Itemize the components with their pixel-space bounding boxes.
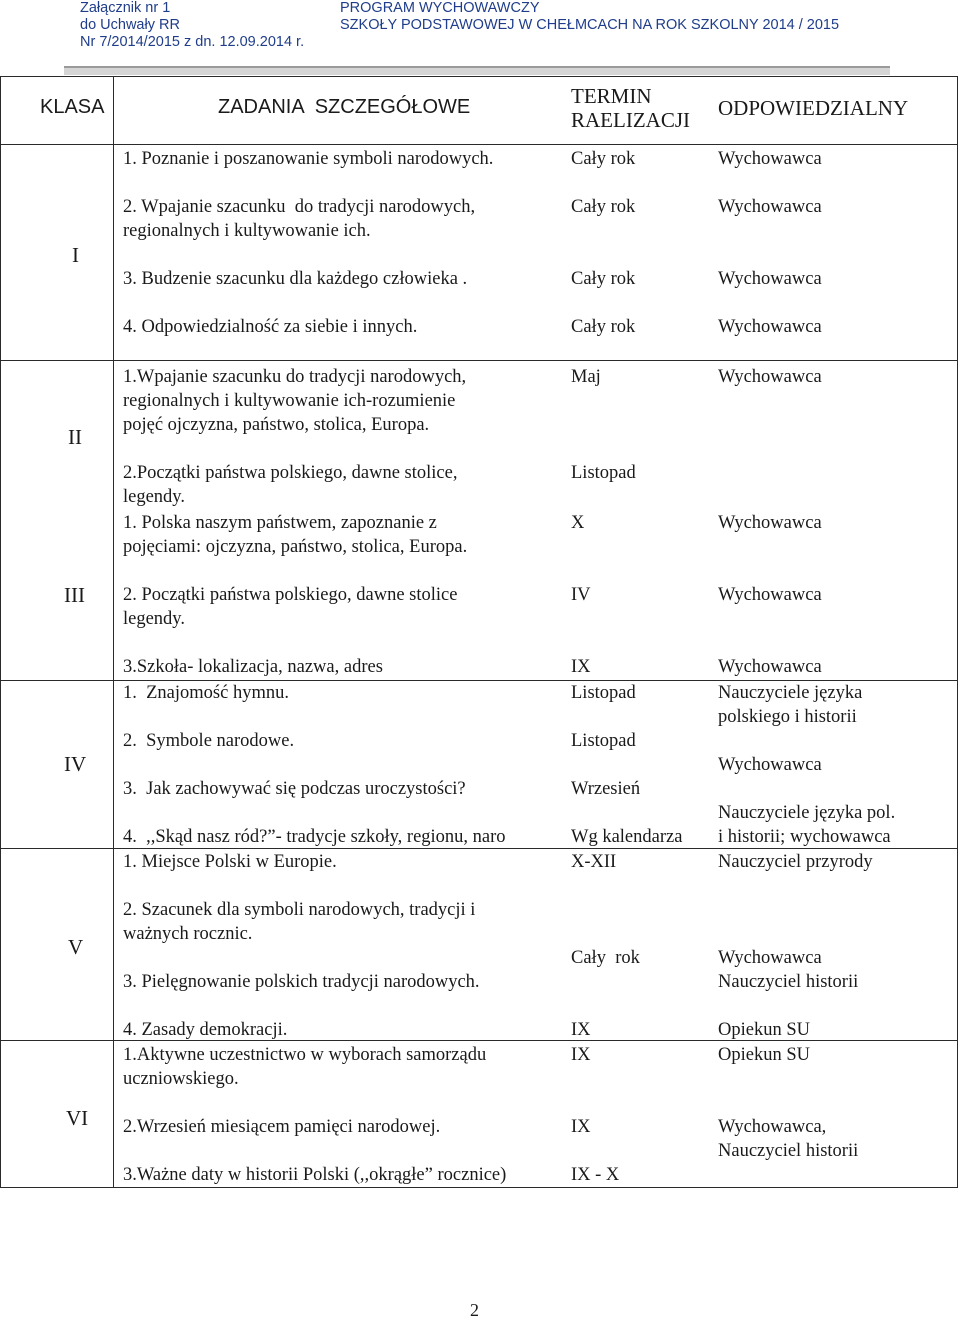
table-border-right — [957, 76, 958, 1188]
column-header-klasa: KLASA — [40, 96, 105, 118]
task-item: legendy. — [123, 609, 185, 629]
term-value: Cały rok — [571, 317, 636, 337]
row-divider — [0, 360, 958, 361]
annex-reference — [80, 0, 304, 51]
class-label: V — [68, 935, 84, 959]
term-value: IV — [571, 585, 591, 605]
responsible-value: Nauczyciele języka pol. — [718, 803, 896, 823]
responsible-value: Wychowawca — [718, 657, 822, 677]
term-value: Cały rok — [571, 948, 640, 968]
task-item: 2. Wpajanie szacunku do tradycji narodowych, — [123, 197, 476, 217]
task-item: 3. Jak zachowywać się podczas uroczystości? — [123, 779, 466, 799]
task-item: 4. Odpowiedzialność za siebie i innych. — [123, 317, 418, 337]
table-border-top — [0, 76, 958, 77]
term-value: IX - X — [571, 1165, 620, 1185]
task-item: legendy. — [123, 487, 185, 507]
task-item: 2. Początki państwa polskiego, dawne stolice — [123, 585, 458, 605]
class-label: VI — [66, 1106, 89, 1130]
term-value: X-XII — [571, 852, 617, 872]
column-header-responsible: ODPOWIEDZIALNY — [718, 96, 909, 120]
term-value: IX — [571, 1020, 591, 1040]
column-header-term-line2: RAELIZACJI — [571, 108, 690, 132]
annex-line: do Uchwały RR — [80, 17, 180, 33]
term-value: Listopad — [571, 463, 636, 483]
term-value: Listopad — [571, 731, 636, 751]
task-item: 1. Znajomość hymnu. — [123, 683, 289, 703]
responsible-value: i historii; wychowawca — [718, 827, 891, 847]
responsible-value: Nauczyciel przyrody — [718, 852, 873, 872]
term-value: Cały rok — [571, 149, 636, 169]
responsible-value: Wychowawca, — [718, 1117, 827, 1137]
task-item: regionalnych i kultywowanie ich-rozumienie — [123, 391, 456, 411]
table-border-left — [0, 76, 1, 1188]
responsible-value: polskiego i historii — [718, 707, 857, 727]
annex-line: Nr 7/2014/2015 z dn. 12.09.2014 r. — [80, 34, 305, 50]
class-label: IV — [64, 752, 87, 776]
program-title — [340, 0, 839, 34]
task-item: 2. Symbole narodowe. — [123, 731, 295, 751]
class-label: III — [64, 583, 85, 607]
task-item: 3. Budzenie szacunku dla każdego człowieka . — [123, 269, 468, 289]
task-item: 1.Wpajanie szacunku do tradycji narodowych, — [123, 367, 467, 387]
task-item: 2.Początki państwa polskiego, dawne stolice, — [123, 463, 458, 483]
task-item: 3.Ważne daty w historii Polski (,,okrągłe” rocznice) — [123, 1165, 507, 1185]
annex-line: Załącznik nr 1 — [80, 0, 171, 16]
task-item: regionalnych i kultywowanie ich. — [123, 221, 371, 241]
column-header-tasks: ZADANIA SZCZEGÓŁOWE — [218, 96, 471, 118]
responsible-value: Wychowawca — [718, 149, 822, 169]
table-border-bottom — [0, 1187, 958, 1188]
term-value: IX — [571, 657, 591, 677]
task-item: 2.Wrzesień miesiącem pamięci narodowej. — [123, 1117, 441, 1137]
task-item: uczniowskiego. — [123, 1069, 239, 1089]
responsible-value: Opiekun SU — [718, 1045, 810, 1065]
task-item: pojęć ojczyzna, państwo, stolica, Europa. — [123, 415, 430, 435]
term-value: Cały rok — [571, 197, 636, 217]
responsible-value: Nauczyciel historii — [718, 972, 859, 992]
task-item: 1.Aktywne uczestnictwo w wyborach samorządu — [123, 1045, 487, 1065]
responsible-value: Wychowawca — [718, 197, 822, 217]
term-value: Wrzesień — [571, 779, 641, 799]
program-title-line1: PROGRAM WYCHOWAWCZY — [340, 0, 540, 16]
task-item: 4. Zasady demokracji. — [123, 1020, 288, 1040]
responsible-value: Wychowawca — [718, 948, 822, 968]
responsible-value: Wychowawca — [718, 269, 822, 289]
responsible-value: Wychowawca — [718, 317, 822, 337]
responsible-value: Nauczyciel historii — [718, 1141, 859, 1161]
task-item: ważnych rocznic. — [123, 924, 253, 944]
term-value: Listopad — [571, 683, 636, 703]
responsible-value: Opiekun SU — [718, 1020, 810, 1040]
term-value: X — [571, 513, 585, 533]
class-label: II — [68, 425, 82, 449]
task-item: 4. ,,Skąd nasz ród?”- tradycje szkoły, regionu, naro — [123, 827, 506, 847]
term-value: Maj — [571, 367, 601, 387]
task-item: 1. Poznanie i poszanowanie symboli narodowych. — [123, 149, 494, 169]
task-item: pojęciami: ojczyzna, państwo, stolica, Europa. — [123, 537, 468, 557]
program-title-line2: SZKOŁY PODSTAWOWEJ W CHEŁMCACH NA ROK SZKOLNY 2014 / 2015 — [340, 17, 840, 33]
task-item: 1. Polska naszym państwem, zapoznanie z — [123, 513, 437, 533]
header-divider-edge — [64, 66, 890, 68]
term-value: IX — [571, 1117, 591, 1137]
task-item: 2. Szacunek dla symboli narodowych, tradycji i — [123, 900, 476, 920]
task-item: 3.Szkoła- lokalizacja, nazwa, adres — [123, 657, 383, 677]
column-header-term-line1: TERMIN — [571, 84, 652, 108]
column-divider — [113, 76, 114, 1188]
page-number: 2 — [470, 1300, 479, 1320]
term-value: Wg kalendarza — [571, 827, 683, 847]
task-item: 3. Pielęgnowanie polskich tradycji narodowych. — [123, 972, 480, 992]
class-label: I — [72, 243, 79, 267]
header-row-divider — [0, 144, 958, 145]
document-header — [0, 0, 960, 60]
responsible-value: Wychowawca — [718, 513, 822, 533]
responsible-value: Wychowawca — [718, 755, 822, 775]
responsible-value: Wychowawca — [718, 585, 822, 605]
term-value: Cały rok — [571, 269, 636, 289]
term-value: IX — [571, 1045, 591, 1065]
responsible-value: Wychowawca — [718, 367, 822, 387]
responsible-value: Nauczyciele języka — [718, 683, 863, 703]
task-item: 1. Miejsce Polski w Europie. — [123, 852, 337, 872]
